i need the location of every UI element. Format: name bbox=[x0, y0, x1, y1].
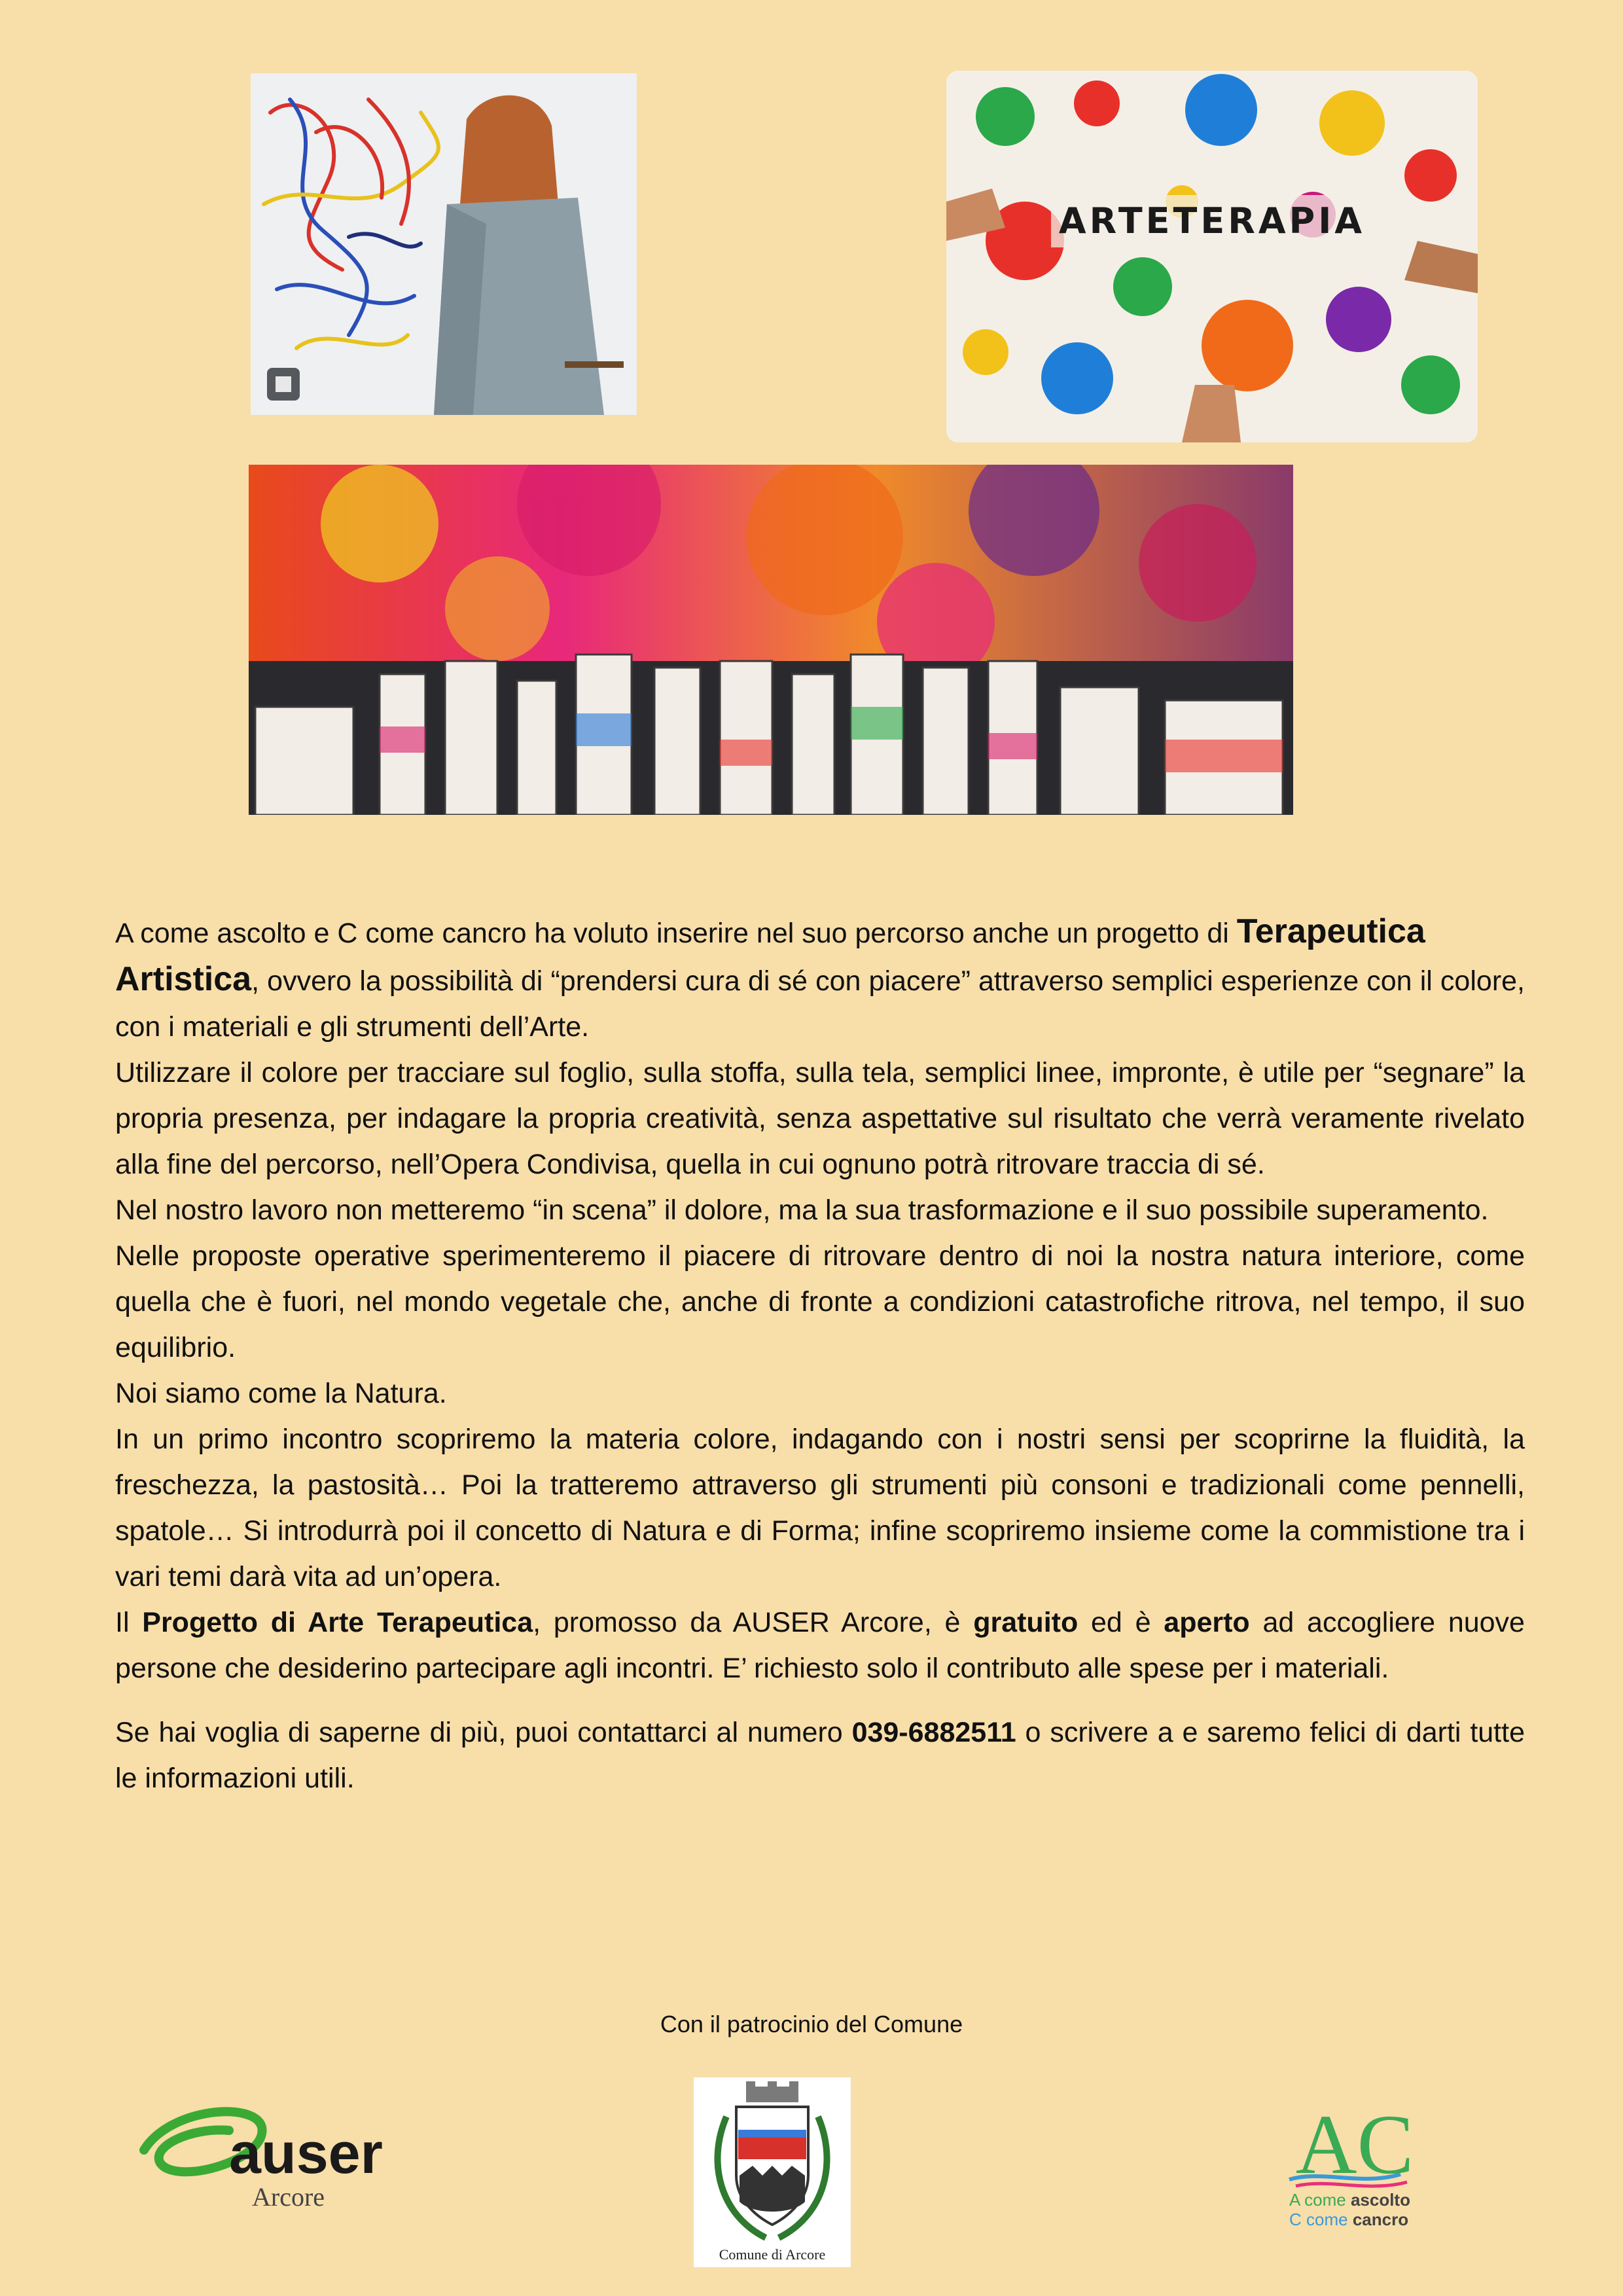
paragraph-nature: Nelle proposte operative sperimenteremo il piacere di ritrovare dentro di noi la nostra natura interiore, come quella che è fuori, nel mondo vegetale che, anche di fronte a condizioni catastrofiche ritrova, nel tempo, il suo equilibrio. bbox=[115, 1240, 1525, 1363]
title-terapeutica: Terapeutica bbox=[1236, 912, 1425, 950]
comune-arcore-crest bbox=[694, 2077, 851, 2267]
auser-logo bbox=[131, 2101, 445, 2215]
paragraph-intro: A come ascolto e C come cancro ha voluto inserire nel suo percorso anche un progetto di Terapeutica Artistica, ovvero la possibilità di “prendersi cura di sé con piacere” attraverso semplici esperienze con il colore, con i materiali e gli strumenti dell’Arte. bbox=[115, 912, 1525, 1043]
paragraph-project: Il Progetto di Arte Terapeutica, promosso da AUSER Arcore, è gratuito ed è aperto ad accogliere nuove persone che desiderino partecipare agli incontri. E’ richiesto solo il contributo alle spese per i materiali. bbox=[115, 1607, 1525, 1684]
paragraph-pain: Nel nostro lavoro non metteremo “in scena” il dolore, ma la sua trasformazione e il suo possibile superamento. bbox=[115, 1194, 1489, 1226]
svg-text:AC: AC bbox=[1295, 2101, 1414, 2192]
phone-number: 039-6882511 bbox=[851, 1717, 1016, 1748]
open-label: aperto bbox=[1164, 1607, 1250, 1638]
paragraph-first-meeting: In un primo incontro scopriremo la materia colore, indagando con i nostri sensi per scoprirne la fluidità, la freschezza, la pastosità… Poi la tratteremo attraverso gli strumenti più consoni e tradizionali come pennelli, spatole… Si introdurrà poi il concetto di Natura e di Forma; infine scopriremo insieme come la commistione tra i vari temi darà vita ad un’opera. bbox=[115, 1424, 1525, 1592]
free-label: gratuito bbox=[973, 1607, 1079, 1638]
paragraph-color: Utilizzare il colore per tracciare sul foglio, sulla stoffa, sulla tela, semplici linee, impronte, è utile per “segnare” la propria presenza, per indagare la propria creatività, senza aspettative sul risultato che verrà veramente rivelato alla fine del percorso, nell’Opera Condivisa, quella in cui ognuno potrà ritrovare traccia di sé. bbox=[115, 1057, 1525, 1180]
patronage-text: Con il patrocinio del Comune bbox=[660, 2011, 963, 2037]
svg-text:C come cancro: C come cancro bbox=[1289, 2210, 1409, 2229]
svg-text:Arcore: Arcore bbox=[252, 2182, 325, 2212]
arteterapia-label: ARTETERAPIA bbox=[1058, 200, 1366, 242]
project-name: Progetto di Arte Terapeutica bbox=[142, 1607, 533, 1638]
svg-text:A come ascolto: A come ascolto bbox=[1289, 2190, 1410, 2210]
paragraph-contact: Se hai voglia di saperne di più, puoi contattarci al numero 039-6882511 o scrivere a e saremo felici di darti tutte le informazioni utili. bbox=[115, 1717, 1525, 1794]
woman-painting-photo bbox=[251, 73, 637, 415]
title-artistica: Artistica bbox=[115, 960, 252, 998]
arteterapia-photo bbox=[946, 71, 1478, 442]
a-come-ascolto-logo bbox=[1283, 2101, 1440, 2232]
paragraph-we-are-nature: Noi siamo come la Natura. bbox=[115, 1378, 447, 1409]
svg-text:Comune di Arcore: Comune di Arcore bbox=[719, 2246, 826, 2263]
body-text bbox=[115, 908, 1525, 1801]
paint-brushes-photo bbox=[249, 465, 1293, 815]
svg-text:auser: auser bbox=[229, 2121, 383, 2185]
